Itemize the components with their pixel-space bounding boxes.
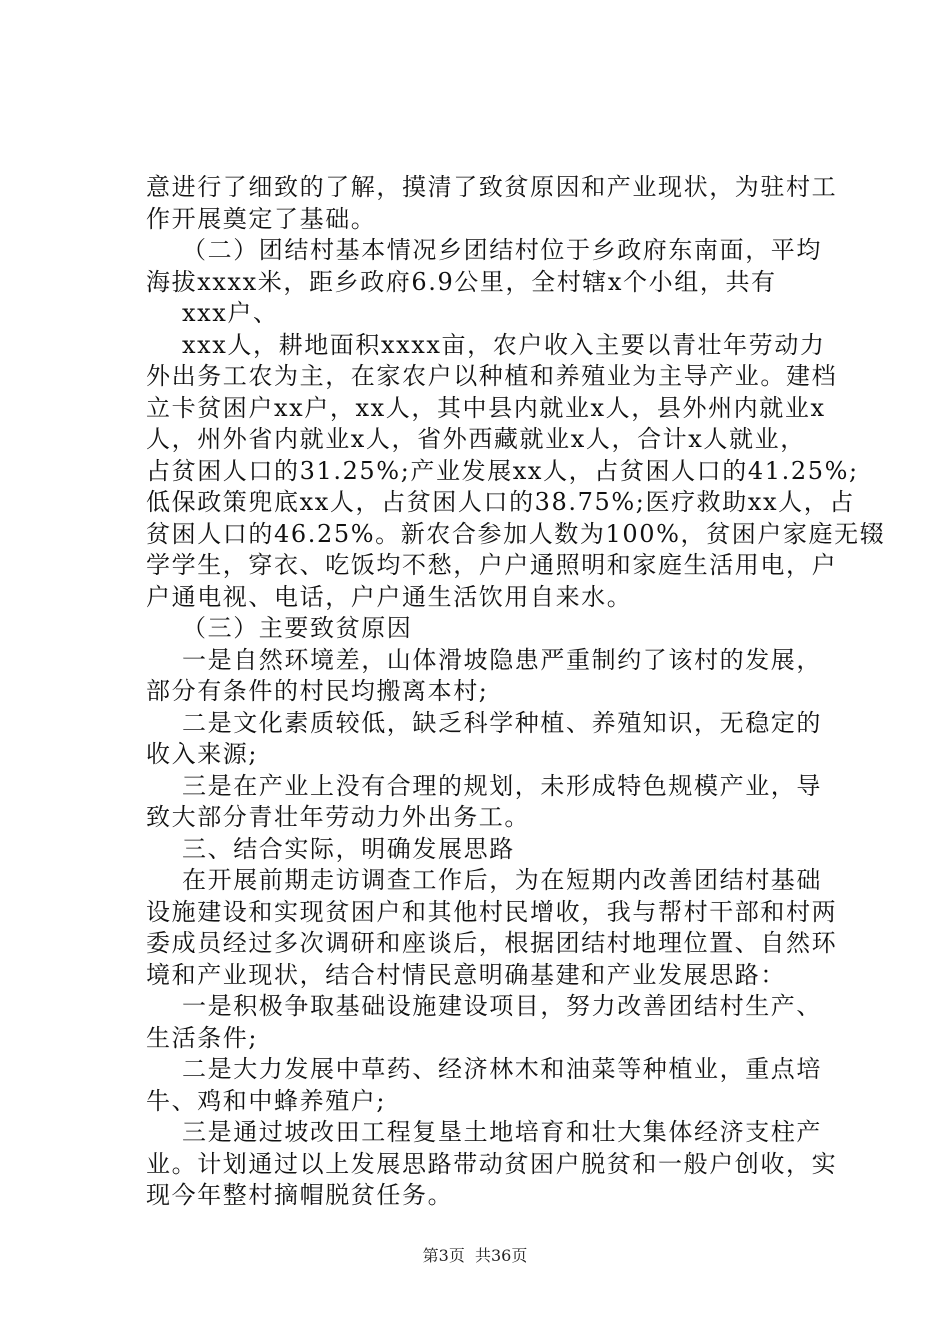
section-heading: （二）团结村基本情况乡团结村位于乡政府东南面，平均	[182, 236, 822, 264]
text-line: 一是积极争取基础设施建设项目，努力改善团结村生产、	[182, 992, 822, 1020]
section-heading: （三）主要致贫原因	[182, 614, 413, 642]
text-line: 三是通过坡改田工程复垦土地培育和壮大集体经济支柱产	[182, 1118, 822, 1146]
text-line: 设施建设和实现贫困户和其他村民增收，我与帮村干部和村两	[146, 897, 838, 926]
text-line: 二是大力发展中草药、经济林木和油菜等种植业，重点培	[182, 1055, 822, 1083]
text-line: 占贫困人口的31.25%;产业发展xx人，占贫困人口的41.25%;	[146, 456, 859, 485]
text-line: 外出务工农为主，在家农户以种植和养殖业为主导产业。建档	[146, 362, 838, 390]
text-line: 户通电视、电话，户户通生活饮用自来水。	[146, 582, 633, 611]
text-line: 在开展前期走访调查工作后，为在短期内改善团结村基础	[182, 866, 822, 894]
text-line: 致大部分青壮年劳动力外出务工。	[146, 803, 530, 831]
text-line: 学学生，穿衣、吃饭均不愁，户户通照明和家庭生活用电，户	[146, 551, 838, 579]
text-line: 生活条件;	[146, 1023, 259, 1052]
text-line: 贫困人口的46.25%。新农合参加人数为100%，贫困户家庭无辍	[146, 519, 886, 548]
text-line: xxx户、	[182, 299, 279, 327]
text-line: 三是在产业上没有合理的规划，未形成特色规模产业，导	[182, 771, 822, 800]
text-line: 二是文化素质较低，缺乏科学种植、养殖知识，无稳定的	[182, 708, 822, 737]
page-footer	[0, 1246, 950, 1266]
text-line: 意进行了细致的了解，摸清了致贫原因和产业现状，为驻村工	[146, 173, 838, 201]
text-line: 委成员经过多次调研和座谈后，根据团结村地理位置、自然环	[146, 929, 838, 957]
text-line: 低保政策兜底xx人，占贫困人口的38.75%;医疗救助xx人，占	[146, 488, 855, 516]
text-line: 境和产业现状，结合村情民意明确基建和产业发展思路：	[146, 960, 786, 989]
text-line: 海拔xxxx米，距乡政府6.9公里，全村辖x个小组，共有	[146, 267, 777, 296]
section-heading: 三、结合实际，明确发展思路	[182, 834, 515, 863]
page-number: 第3页 共36页	[422, 1246, 528, 1265]
text-line: 人，州外省内就业x人，省外西藏就业x人，合计x人就业，	[146, 425, 806, 453]
text-line: 收入来源;	[146, 740, 259, 768]
text-line: 立卡贫困户xx户，xx人，其中县内就业x人，县外州内就业x	[146, 393, 826, 422]
document-body	[146, 172, 886, 1212]
text-line: xxx人，耕地面积xxxx亩，农户收入主要以青壮年劳动力	[182, 330, 826, 359]
text-line: 牛、鸡和中蜂养殖户;	[146, 1086, 387, 1115]
text-line: 作开展奠定了基础。	[146, 204, 377, 233]
text-line: 部分有条件的村民均搬离本村;	[146, 677, 489, 705]
text-line: 一是自然环境差，山体滑坡隐患严重制约了该村的发展，	[182, 645, 822, 674]
text-line: 现今年整村摘帽脱贫任务。	[146, 1181, 454, 1209]
text-line: 业。计划通过以上发展思路带动贫困户脱贫和一般户创收，实	[146, 1149, 838, 1178]
